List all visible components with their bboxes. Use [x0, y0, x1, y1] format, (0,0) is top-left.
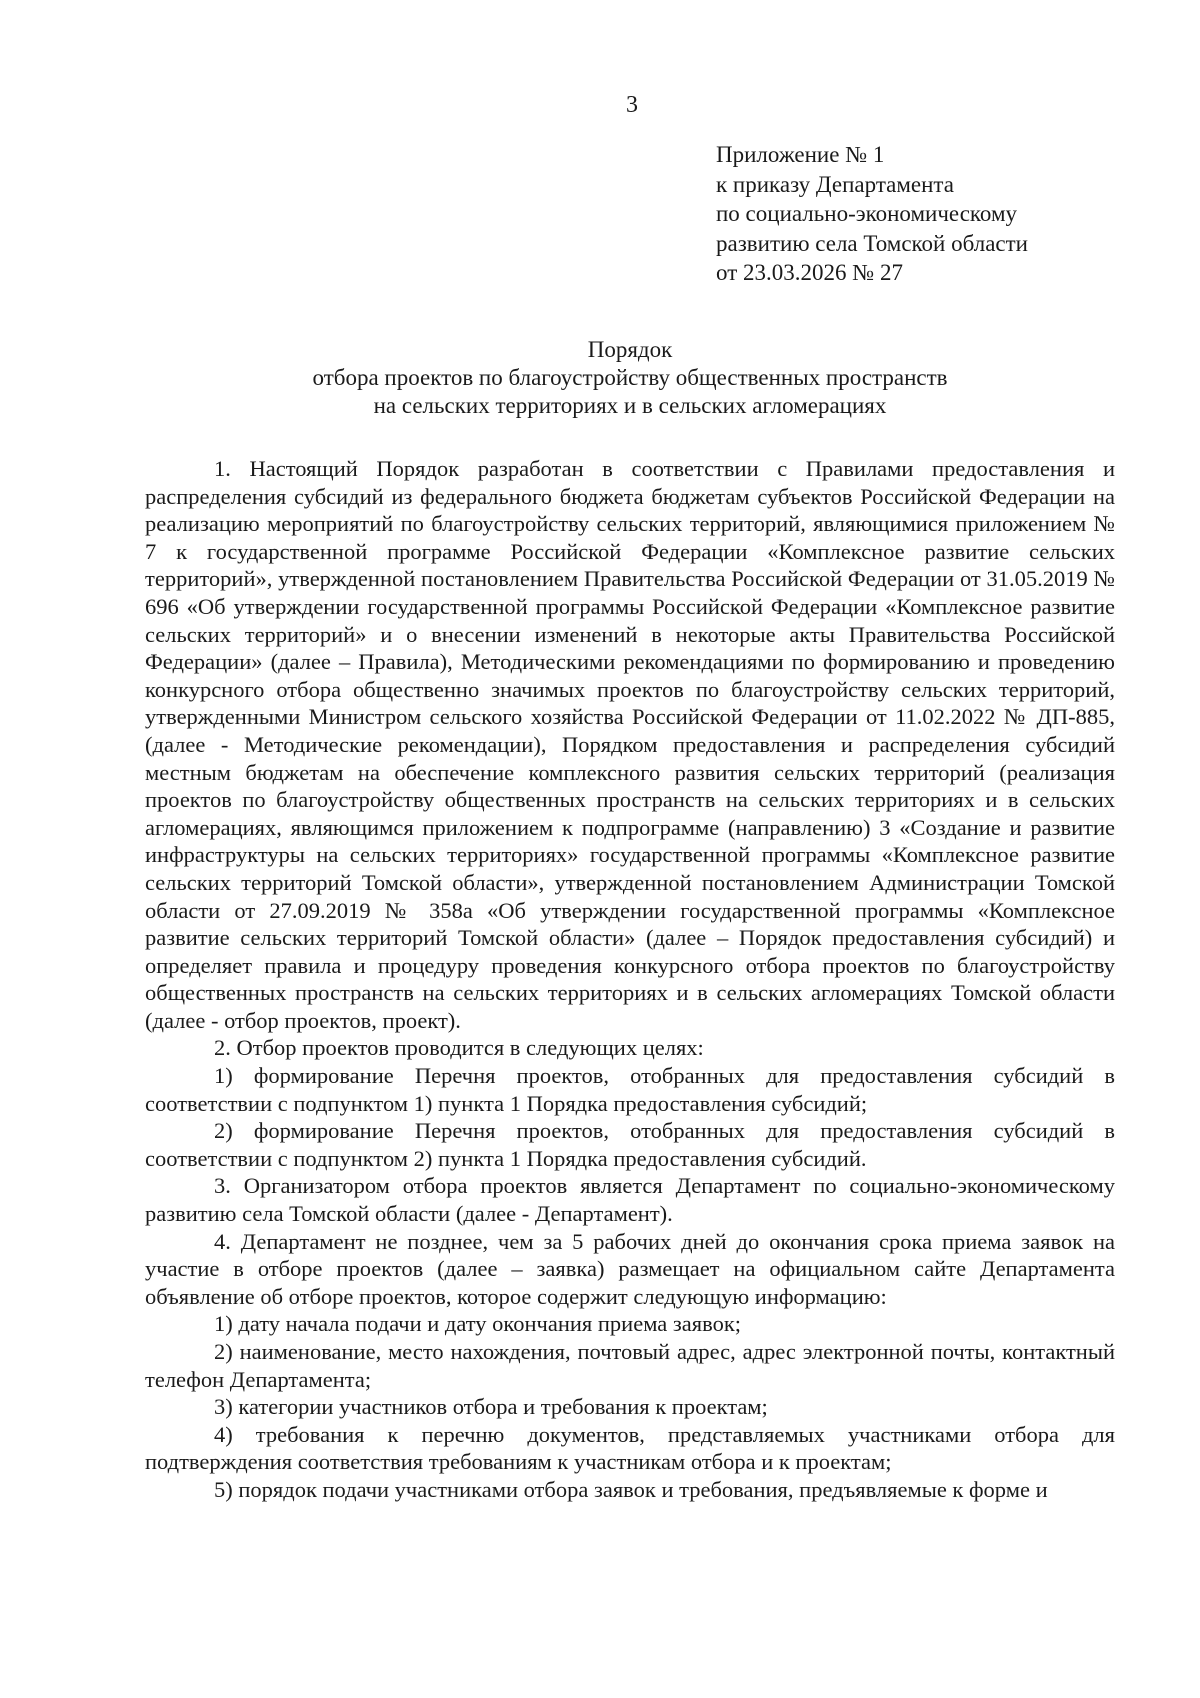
document-title — [145, 336, 1115, 420]
title-line: Порядок — [587, 337, 673, 362]
paragraph: 1. Настоящий Порядок разработан в соответствии с Правилами предоставления и распределения субсидий из федерального бюджета бюджетам субъектов Российской Федерации на реализацию мероприятий по благоустройству сельских территорий, являющимися приложением № 7 к государственной программе Российской Федерации «Комплексное развитие сельских территорий», утвержденной постановлением Правительства Российской Федерации от 31.05.2019 № 696 «Об утверждении государственной программы Российской Федерации «Комплексное развитие сельских территорий» и о внесении изменений в некоторые акты Правительства Российской Федерации» (далее – Правила), Методическими рекомендациями по формированию и проведению конкурсного отбора общественно значимых проектов по благоустройству сельских территорий, утвержденными Министром сельского хозяйства Российской Федерации от 11.02.2022 № ДП-885, (далее - Методические рекомендации), Порядком предоставления и распределения субсидий местным бюджетам на обеспечение комплексного развития сельских территорий (реализация проектов по благоустройству общественных пространств на сельских территориях и в сельских агломерациях, являющимся приложением к подпрограмме (направлению) 3 «Создание и развитие инфраструктуры на сельских территориях» государственной программы «Комплексное развитие сельских территорий Томской области», утвержденной постановлением Администрации Томской области от 27.09.2019 № 358а «Об утверждении государственной программы «Комплексное развитие сельских территорий Томской области» (далее – Порядок предоставления субсидий) и определяет правила и процедуру проведения конкурсного отбора проектов по благоустройству общественных пространств на сельских территориях и в сельских агломерациях Томской области (далее - отбор проектов, проект). — [145, 456, 1115, 1033]
paragraph: 2) наименование, место нахождения, почтовый адрес, адрес электронной почты, контактный телефон Департамента; — [145, 1339, 1115, 1392]
annex-line: развитию села Томской области — [716, 230, 1028, 256]
annex-block — [716, 140, 1176, 288]
annex-line: по социально-экономическому — [716, 201, 1018, 226]
paragraph: 4. Департамент не позднее, чем за 5 рабочих дней до окончания срока приема заявок на участие в отборе проектов (далее – заявка) размещает на официальном сайте Департамента объявление об отборе проектов, которое содержит следующую информацию: — [145, 1228, 1115, 1309]
annex-line: от 23.03.2026 № 27 — [716, 260, 903, 285]
page-number: 3 — [626, 92, 638, 118]
paragraph: 5) порядок подачи участниками отбора заявок и требования, предъявляемые к форме и — [214, 1476, 1048, 1502]
paragraph: 2) формирование Перечня проектов, отобранных для предоставления субсидий в соответствии с подпунктом 2) пункта 1 Порядка предоставления субсидий. — [145, 1118, 1115, 1171]
title-line: на сельских территориях и в сельских агломерациях — [373, 393, 887, 418]
title-line: отбора проектов по благоустройству общественных пространств — [312, 365, 948, 390]
paragraph: 1) формирование Перечня проектов, отобранных для предоставления субсидий в соответствии с подпунктом 1) пункта 1 Порядка предоставления субсидий; — [145, 1063, 1115, 1116]
paragraph: 3) категории участников отбора и требования к проектам; — [214, 1394, 768, 1420]
paragraph: 3. Организатором отбора проектов является Департамент по социально-экономическому развитию села Томской области (далее - Департамент). — [145, 1173, 1115, 1227]
paragraph: 4) требования к перечню документов, представляемых участниками отбора для подтверждения соответствия требованиям к участникам отбора и к проектам; — [145, 1421, 1115, 1475]
document-body — [145, 455, 1115, 1504]
paragraph: 1) дату начала подачи и дату окончания приема заявок; — [214, 1311, 742, 1337]
annex-line: Приложение № 1 — [716, 142, 885, 167]
paragraph: 2. Отбор проектов проводится в следующих целях: — [214, 1035, 704, 1061]
annex-line: к приказу Департамента — [716, 171, 954, 197]
